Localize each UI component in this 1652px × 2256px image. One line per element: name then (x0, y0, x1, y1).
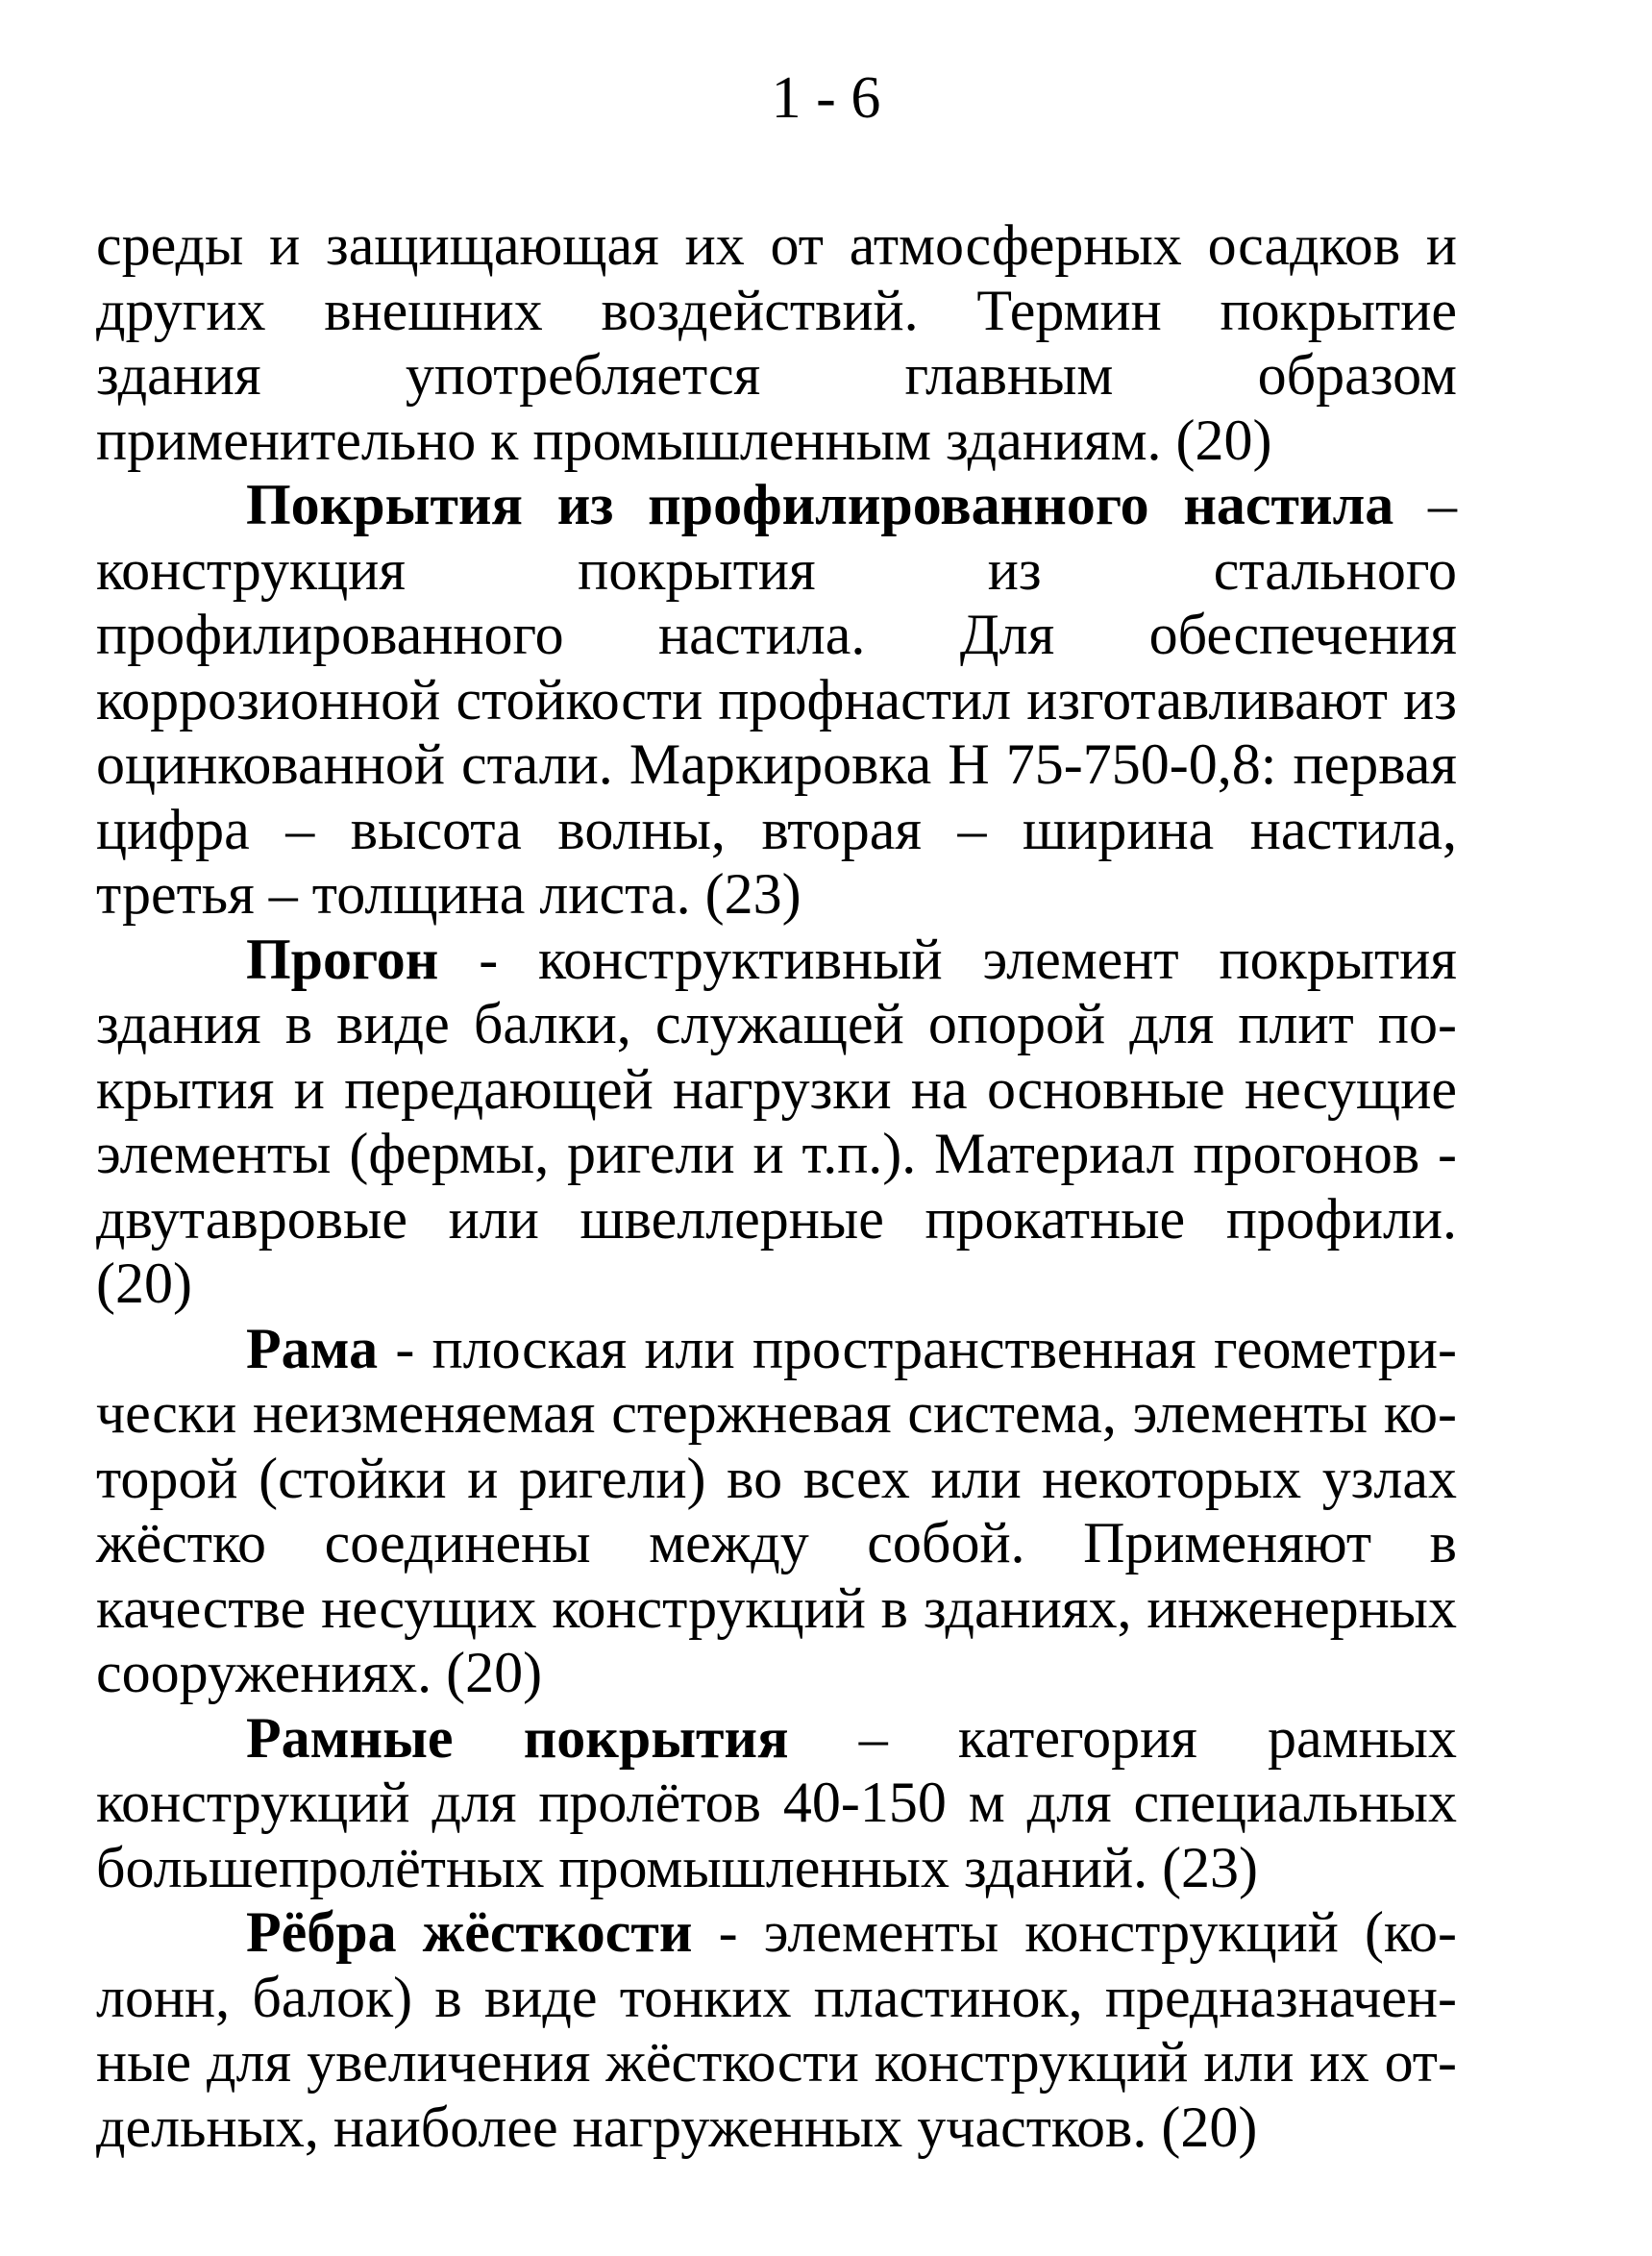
page-number: 1 - 6 (771, 65, 881, 131)
glossary-definition: - элементы конструкций (колонн, балок) в виде тонких пластинок, предназначенные для увеличения жёсткости конструкций или их отдельных, наиболее нагруженных участков. (20) (96, 1900, 1458, 2159)
paragraph-text: среды и защищающая их от атмосферных осадков и других внешних воздействий. Термин покрытие здания употребляется главным образом применительно к промышленным зданиям. (20) (96, 213, 1457, 472)
glossary-entry-progon (96, 928, 1457, 1317)
glossary-term: Рамные покрытия (246, 1705, 789, 1770)
glossary-entry-rama (96, 1317, 1457, 1706)
glossary-entry-ramnye-pokrytiya (96, 1706, 1457, 1901)
glossary-term: Покрытия из профилированного настила (246, 473, 1394, 536)
glossary-term: Прогон (246, 927, 439, 991)
glossary-entry-pokrytiya (96, 473, 1457, 928)
paragraph-continuation (96, 213, 1457, 473)
glossary-body (96, 213, 1457, 2160)
glossary-term: Рама (246, 1316, 379, 1380)
glossary-definition: – категория рамных конструкций для пролётов 40-150 м для специальных большепролётных промышленных зданий. (23) (96, 1705, 1457, 1899)
glossary-definition: – конструкция покрытия из стального профилированного настила. Для обеспечения коррозионной стойкости профнастил изготавливают из оцинкованной стали. Маркировка Н 75-750-0,8: первая цифра – высота волны, вторая – ширина настила, третья – толщина листа. (23) (96, 473, 1457, 926)
glossary-definition: - плоская или пространственная геометрически неизменяемая стержневая система, элементы которой (стойки и ригели) во всех или некоторых узлах жёстко соединены между собой. Применяют в качестве несущих конструкций в зданиях, инженерных сооружениях. (20) (96, 1316, 1457, 1704)
glossary-term: Рёбра жёсткости (246, 1900, 693, 1964)
glossary-entry-rebra-zhestkosti (96, 1900, 1457, 2160)
glossary-definition: - конструктивный элемент покрытия здания в виде балки, служащей опорой для плит покрытия и передающей нагрузки на основные несущие элементы (фермы, ригели и т.п.). Материал прогонов - двутавровые или швеллерные прокатные профили. (20) (96, 927, 1457, 1315)
